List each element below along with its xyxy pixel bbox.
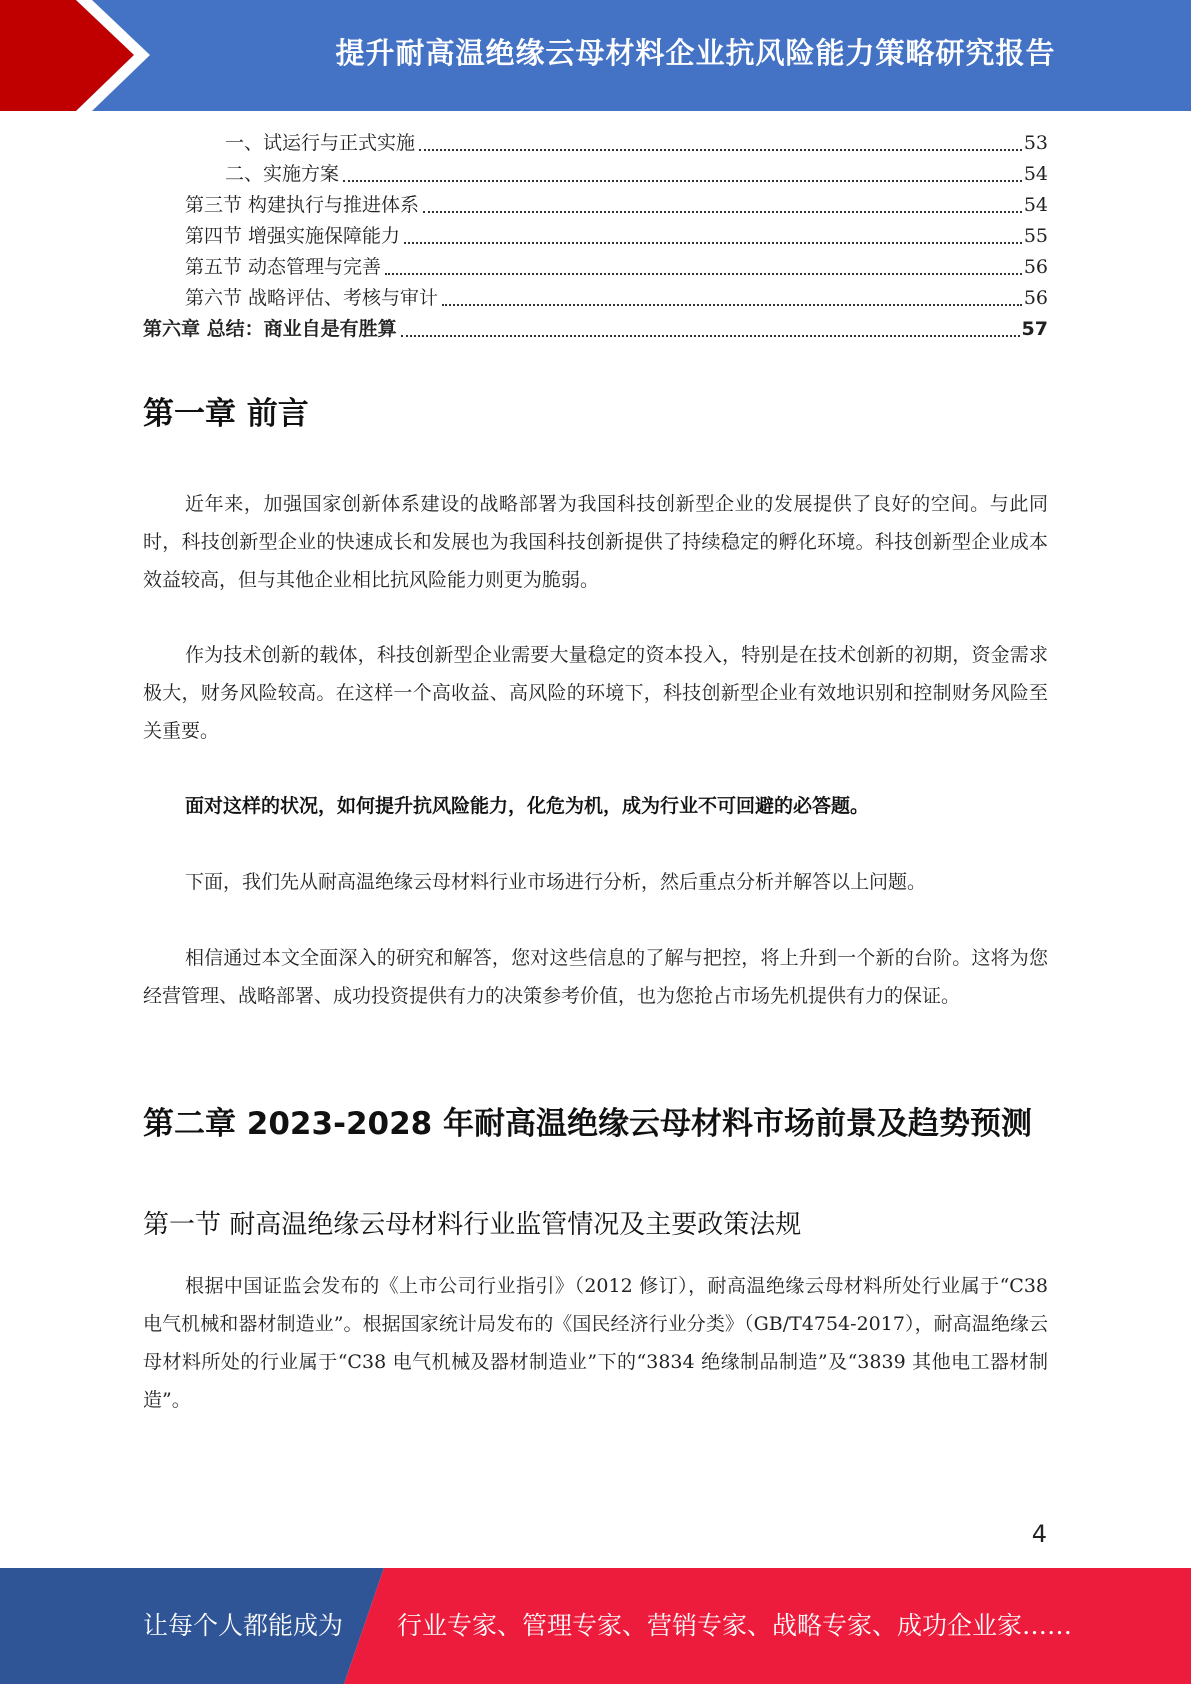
- table-of-contents: [143, 128, 1048, 345]
- toc-entry[interactable]: [143, 283, 1048, 314]
- toc-leader-dots: [385, 272, 1022, 275]
- toc-entry-label: 第五节 动态管理与完善: [185, 256, 382, 278]
- toc-entry-page: 54: [1023, 163, 1048, 185]
- body-paragraph: 下面，我们先从耐高温绝缘云母材料行业市场进行分析，然后重点分析并解答以上问题。: [185, 871, 927, 893]
- toc-leader-dots: [423, 210, 1022, 213]
- page-number: 4: [1031, 1520, 1047, 1548]
- toc-entry-label: 二、实施方案: [225, 163, 340, 185]
- toc-entry-page: 55: [1023, 225, 1048, 247]
- footer-slogan-left: 让每个人都能成为: [143, 1611, 344, 1640]
- toc-entry-page: 54: [1023, 194, 1048, 216]
- chapter-1-heading: 第一章 前言: [143, 396, 309, 432]
- toc-chapter-entry[interactable]: [143, 314, 1048, 345]
- body-paragraph: 近年来，加强国家创新体系建设的战略部署为我国科技创新型企业的发展提供了良好的空间。与此同时，科技创新型企业的快速成长和发展也为我国科技创新提供了持续稳定的孵化环境。科技创新型企业成本效益较高，但与其他企业相比抗风险能力则更为脆弱。: [143, 493, 1048, 591]
- emphasis-paragraph: 面对这样的状况，如何提升抗风险能力，化危为机，成为行业不可回避的必答题。: [185, 795, 870, 817]
- header-red-arrow: [0, 0, 134, 111]
- toc-entry-label: 第四节 增强实施保障能力: [185, 225, 401, 247]
- toc-leader-dots: [404, 241, 1022, 244]
- footer-banner: [0, 1568, 1191, 1684]
- toc-entry-page: 57: [1021, 318, 1048, 340]
- body-paragraph: 相信通过本文全面深入的研究和解答，您对这些信息的了解与把控，将上升到一个新的台阶。这将为您经营管理、战略部署、成功投资提供有力的决策参考价值，也为您抢占市场先机提供有力的保证。: [143, 947, 1048, 1007]
- footer-slogan-right: 行业专家、管理专家、营销专家、战略专家、成功企业家……: [397, 1611, 1073, 1640]
- toc-leader-dots: [401, 334, 1020, 337]
- toc-entry[interactable]: [143, 252, 1048, 283]
- toc-entry-label: 第六章 总结：商业自是有胜算: [143, 318, 397, 340]
- toc-entry[interactable]: [143, 128, 1048, 159]
- body-paragraph: 根据中国证监会发布的《上市公司行业指引》（2012 修订），耐高温绝缘云母材料所处行业属于“C38 电气机械和器材制造业”。根据国家统计局发布的《国民经济行业分类》（GB/T4754-2017），耐高温绝缘云母材料所处的行业属于“C38 电气机械及器材制造业”下的“3834 绝缘制品制造”及“3839 其他电工器材制造”。: [143, 1275, 1048, 1411]
- toc-leader-dots: [419, 148, 1022, 151]
- header-banner: [0, 0, 1191, 111]
- toc-entry-page: 53: [1023, 132, 1048, 154]
- toc-entry-label: 一、试运行与正式实施: [225, 132, 416, 154]
- toc-entry[interactable]: [143, 159, 1048, 190]
- toc-entry-page: 56: [1023, 287, 1048, 309]
- report-title: 提升耐高温绝缘云母材料企业抗风险能力策略研究报告: [335, 36, 1056, 70]
- chapter-2-heading: 第二章 2023-2028 年耐高温绝缘云母材料市场前景及趋势预测: [143, 1106, 1033, 1142]
- body-paragraph: 作为技术创新的载体，科技创新型企业需要大量稳定的资本投入，特别是在技术创新的初期，资金需求极大，财务风险较高。在这样一个高收益、高风险的环境下，科技创新型企业有效地识别和控制财务风险至关重要。: [143, 644, 1048, 742]
- toc-entry-label: 第六节 战略评估、考核与审计: [185, 287, 439, 309]
- toc-entry[interactable]: [143, 190, 1048, 221]
- section-1-heading: 第一节 耐高温绝缘云母材料行业监管情况及主要政策法规: [143, 1210, 802, 1240]
- toc-leader-dots: [442, 303, 1022, 306]
- toc-entry[interactable]: [143, 221, 1048, 252]
- toc-entry-page: 56: [1023, 256, 1048, 278]
- toc-entry-label: 第三节 构建执行与推进体系: [185, 194, 420, 216]
- toc-leader-dots: [343, 179, 1022, 182]
